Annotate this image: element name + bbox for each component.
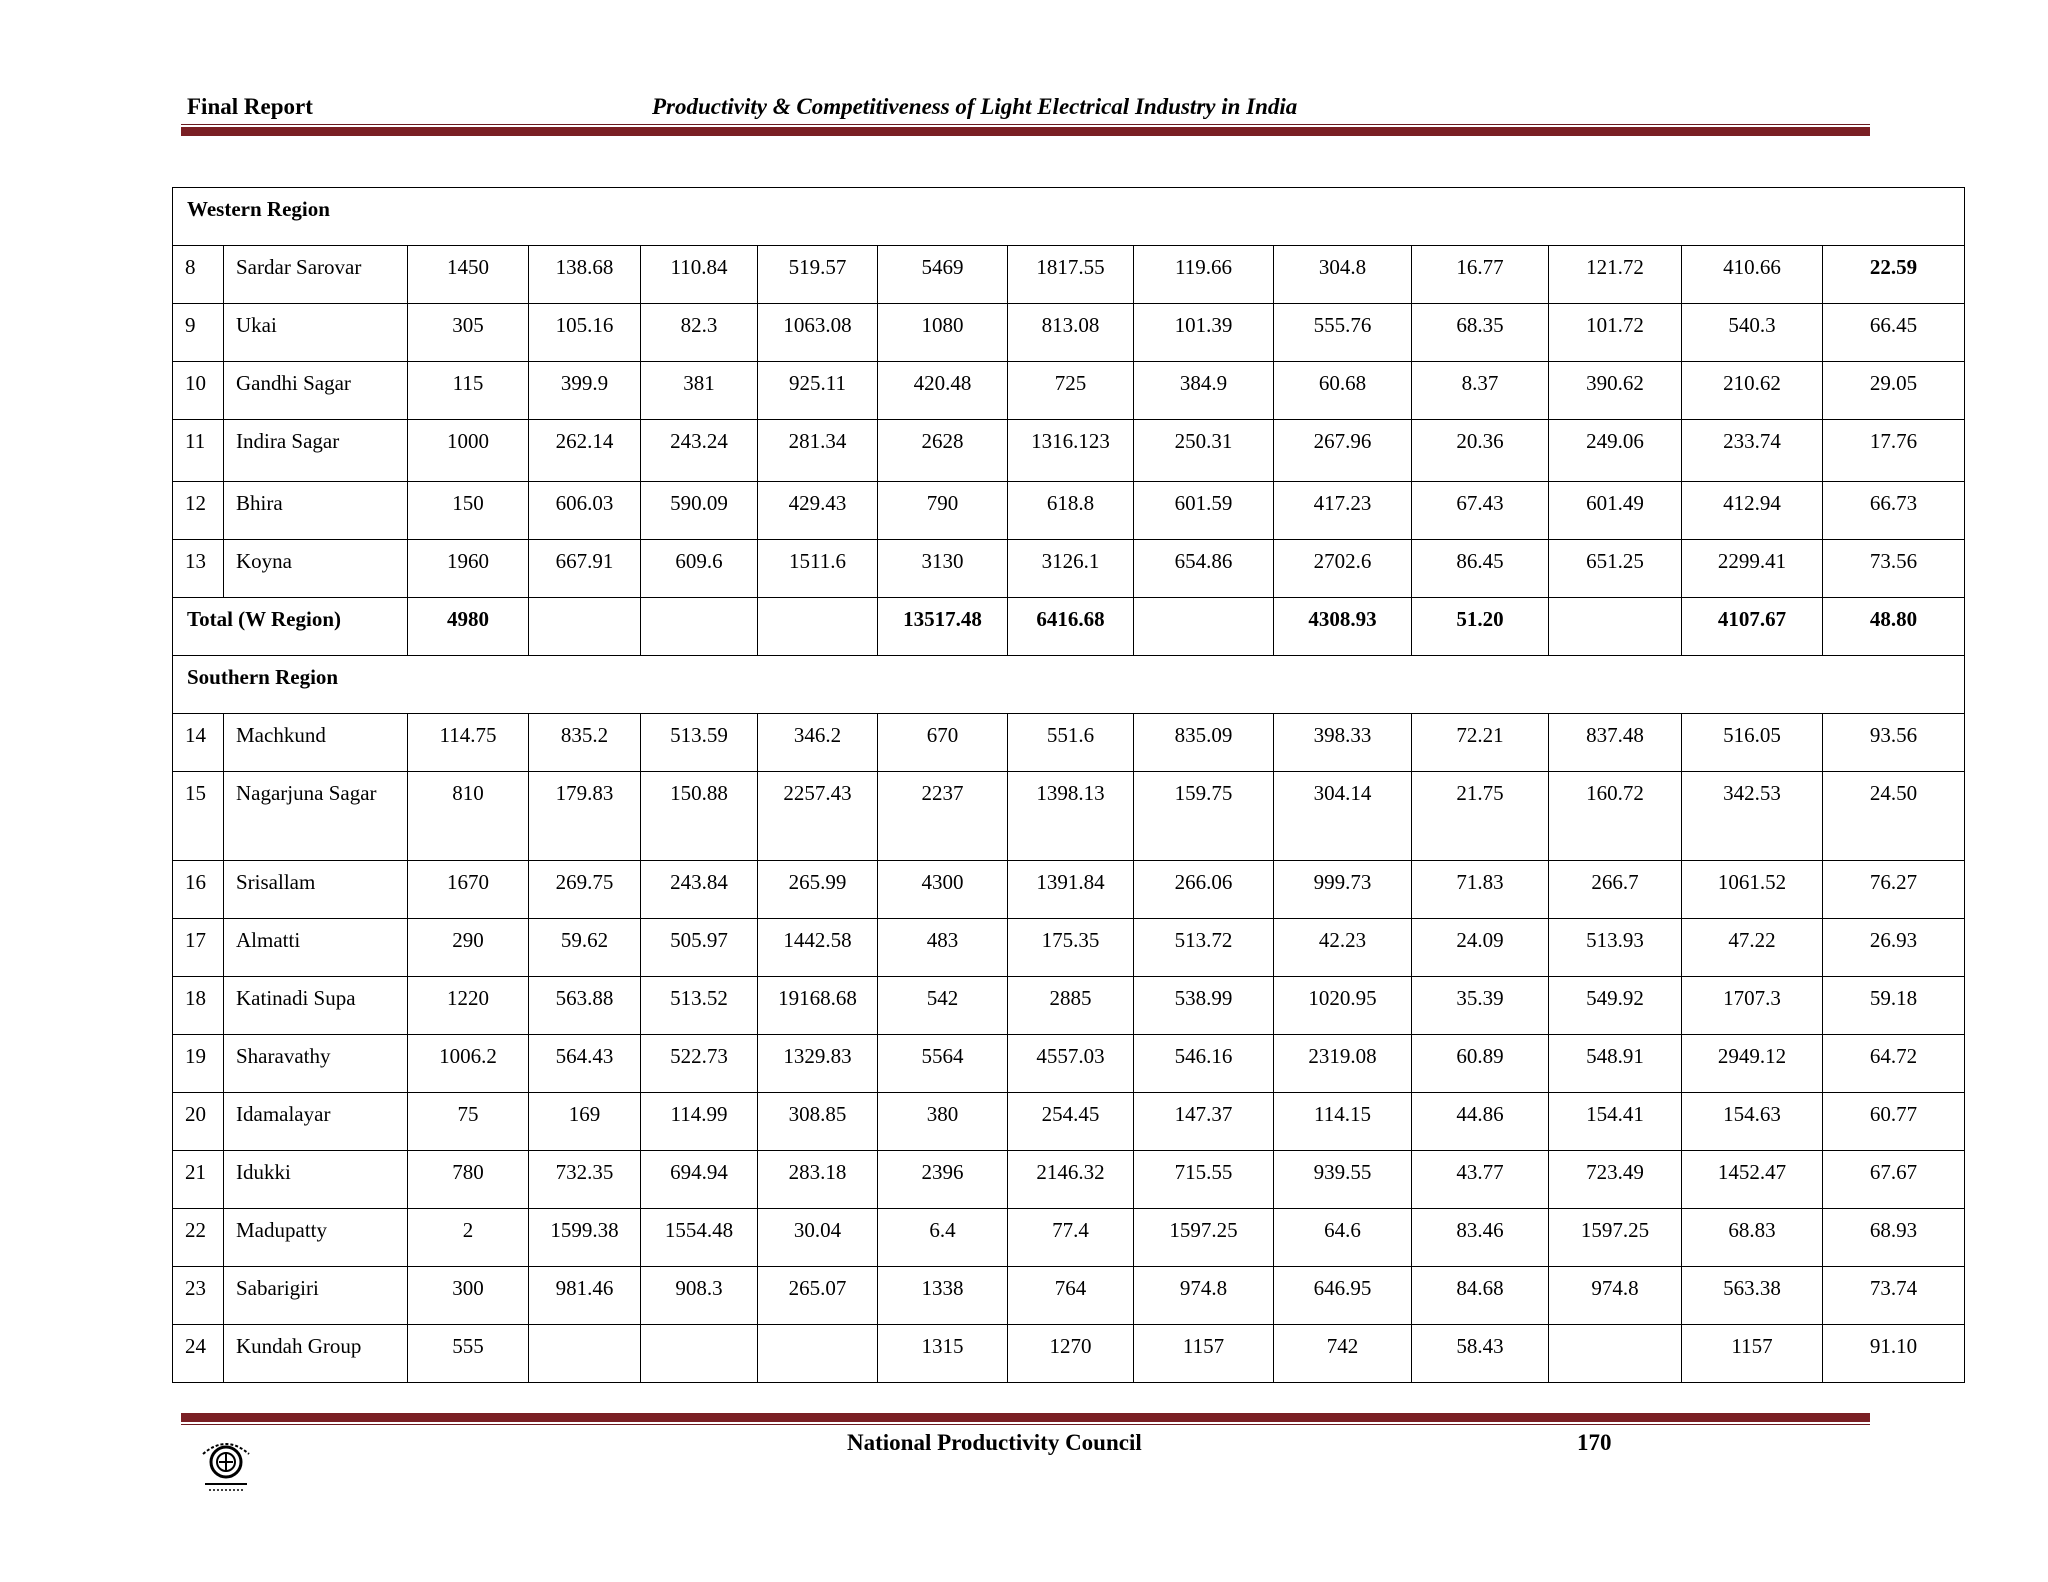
data-cell: 86.45 (1412, 540, 1549, 598)
data-cell: 66.45 (1823, 304, 1965, 362)
table-row (173, 540, 1965, 598)
data-cell (529, 1325, 641, 1383)
data-cell: 723.49 (1549, 1151, 1682, 1209)
serial-number: 13 (173, 540, 224, 598)
table-row (173, 919, 1965, 977)
data-cell: 304.14 (1274, 772, 1412, 861)
data-cell: 420.48 (878, 362, 1008, 420)
table-row (173, 304, 1965, 362)
data-cell: 1391.84 (1008, 861, 1134, 919)
data-cell: 300 (408, 1267, 529, 1325)
data-cell: 250.31 (1134, 420, 1274, 482)
data-cell: 84.68 (1412, 1267, 1549, 1325)
serial-number: 11 (173, 420, 224, 482)
data-cell: 60.77 (1823, 1093, 1965, 1151)
station-name: Madupatty (224, 1209, 408, 1267)
data-cell: 71.83 (1412, 861, 1549, 919)
data-cell: 308.85 (758, 1093, 878, 1151)
data-cell: 68.93 (1823, 1209, 1965, 1267)
data-cell: 2146.32 (1008, 1151, 1134, 1209)
data-cell: 42.23 (1274, 919, 1412, 977)
station-name: Kundah Group (224, 1325, 408, 1383)
data-table-container (172, 187, 1965, 1383)
data-cell (758, 1325, 878, 1383)
data-cell: 75 (408, 1093, 529, 1151)
data-cell: 417.23 (1274, 482, 1412, 540)
data-cell: 101.39 (1134, 304, 1274, 362)
data-cell: 546.16 (1134, 1035, 1274, 1093)
data-cell: 651.25 (1549, 540, 1682, 598)
data-cell: 2885 (1008, 977, 1134, 1035)
western-region-label: Western Region (173, 188, 1965, 246)
data-cell: 22.59 (1823, 246, 1965, 304)
data-cell: 381 (641, 362, 758, 420)
total-cell (641, 598, 758, 656)
station-name: Bhira (224, 482, 408, 540)
data-cell: 76.27 (1823, 861, 1965, 919)
serial-number: 19 (173, 1035, 224, 1093)
table-row (173, 420, 1965, 482)
data-cell: 60.89 (1412, 1035, 1549, 1093)
data-cell: 1398.13 (1008, 772, 1134, 861)
station-name: Idukki (224, 1151, 408, 1209)
total-cell (1549, 598, 1682, 656)
data-cell: 64.72 (1823, 1035, 1965, 1093)
data-cell: 2319.08 (1274, 1035, 1412, 1093)
table-row (173, 1209, 1965, 1267)
data-cell: 694.94 (641, 1151, 758, 1209)
total-cell: 13517.48 (878, 598, 1008, 656)
data-cell: 105.16 (529, 304, 641, 362)
data-cell: 1554.48 (641, 1209, 758, 1267)
data-cell: 646.95 (1274, 1267, 1412, 1325)
data-cell: 555 (408, 1325, 529, 1383)
data-cell: 732.35 (529, 1151, 641, 1209)
data-cell: 2702.6 (1274, 540, 1412, 598)
data-cell: 1511.6 (758, 540, 878, 598)
serial-number: 14 (173, 714, 224, 772)
data-cell: 837.48 (1549, 714, 1682, 772)
serial-number: 12 (173, 482, 224, 540)
data-cell: 654.86 (1134, 540, 1274, 598)
data-cell (641, 1325, 758, 1383)
southern-region-label: Southern Region (173, 656, 1965, 714)
data-cell: 147.37 (1134, 1093, 1274, 1151)
data-cell: 254.45 (1008, 1093, 1134, 1151)
data-cell: 4557.03 (1008, 1035, 1134, 1093)
station-name: Ukai (224, 304, 408, 362)
data-cell: 513.93 (1549, 919, 1682, 977)
data-cell: 114.75 (408, 714, 529, 772)
data-cell: 26.93 (1823, 919, 1965, 977)
data-cell: 1063.08 (758, 304, 878, 362)
data-cell: 59.18 (1823, 977, 1965, 1035)
data-cell: 410.66 (1682, 246, 1823, 304)
data-cell: 2237 (878, 772, 1008, 861)
data-cell: 73.56 (1823, 540, 1965, 598)
total-cell: 4107.67 (1682, 598, 1823, 656)
table-row (173, 482, 1965, 540)
data-cell: 563.38 (1682, 1267, 1823, 1325)
data-cell: 243.84 (641, 861, 758, 919)
data-cell: 412.94 (1682, 482, 1823, 540)
data-cell: 3130 (878, 540, 1008, 598)
data-cell: 5469 (878, 246, 1008, 304)
data-cell: 5564 (878, 1035, 1008, 1093)
data-cell: 119.66 (1134, 246, 1274, 304)
serial-number: 16 (173, 861, 224, 919)
region-header-row (173, 188, 1965, 246)
data-cell: 505.97 (641, 919, 758, 977)
data-cell: 68.35 (1412, 304, 1549, 362)
data-cell: 20.36 (1412, 420, 1549, 482)
serial-number: 17 (173, 919, 224, 977)
data-cell: 1960 (408, 540, 529, 598)
data-cell: 6.4 (878, 1209, 1008, 1267)
station-name: Idamalayar (224, 1093, 408, 1151)
data-cell: 1707.3 (1682, 977, 1823, 1035)
total-cell: 4980 (408, 598, 529, 656)
data-cell: 1338 (878, 1267, 1008, 1325)
data-cell: 24.09 (1412, 919, 1549, 977)
data-cell: 283.18 (758, 1151, 878, 1209)
serial-number: 15 (173, 772, 224, 861)
data-cell: 715.55 (1134, 1151, 1274, 1209)
serial-number: 20 (173, 1093, 224, 1151)
station-name: Machkund (224, 714, 408, 772)
total-cell (758, 598, 878, 656)
data-cell: 1670 (408, 861, 529, 919)
table-row (173, 362, 1965, 420)
data-cell: 266.06 (1134, 861, 1274, 919)
data-cell: 267.96 (1274, 420, 1412, 482)
data-cell: 1329.83 (758, 1035, 878, 1093)
total-row (173, 598, 1965, 656)
data-cell: 609.6 (641, 540, 758, 598)
data-cell: 1220 (408, 977, 529, 1035)
data-cell: 67.43 (1412, 482, 1549, 540)
data-cell: 346.2 (758, 714, 878, 772)
data-cell: 2396 (878, 1151, 1008, 1209)
serial-number: 22 (173, 1209, 224, 1267)
data-cell: 91.10 (1823, 1325, 1965, 1383)
data-cell: 1316.123 (1008, 420, 1134, 482)
data-cell: 101.72 (1549, 304, 1682, 362)
data-cell: 30.04 (758, 1209, 878, 1267)
data-cell: 974.8 (1549, 1267, 1682, 1325)
data-cell: 2 (408, 1209, 529, 1267)
data-cell: 1000 (408, 420, 529, 482)
data-cell: 398.33 (1274, 714, 1412, 772)
data-cell: 1817.55 (1008, 246, 1134, 304)
data-cell: 249.06 (1549, 420, 1682, 482)
data-cell: 606.03 (529, 482, 641, 540)
serial-number: 24 (173, 1325, 224, 1383)
total-cell: 6416.68 (1008, 598, 1134, 656)
data-cell: 43.77 (1412, 1151, 1549, 1209)
data-cell: 519.57 (758, 246, 878, 304)
table-body (173, 188, 1965, 1383)
data-cell: 44.86 (1412, 1093, 1549, 1151)
data-cell: 138.68 (529, 246, 641, 304)
data-cell: 150 (408, 482, 529, 540)
data-cell: 1157 (1682, 1325, 1823, 1383)
data-cell: 2299.41 (1682, 540, 1823, 598)
footer-rule-thick (181, 1413, 1870, 1422)
data-cell: 243.24 (641, 420, 758, 482)
data-cell: 17.76 (1823, 420, 1965, 482)
data-cell: 265.07 (758, 1267, 878, 1325)
table-row (173, 1267, 1965, 1325)
data-cell: 47.22 (1682, 919, 1823, 977)
data-cell: 73.74 (1823, 1267, 1965, 1325)
data-cell: 68.83 (1682, 1209, 1823, 1267)
footer-rule-thin (181, 1424, 1870, 1425)
data-cell: 835.09 (1134, 714, 1274, 772)
data-cell: 175.35 (1008, 919, 1134, 977)
data-cell: 16.77 (1412, 246, 1549, 304)
data-cell: 551.6 (1008, 714, 1134, 772)
table-row (173, 977, 1965, 1035)
report-title: Productivity & Competitiveness of Light Electrical Industry in India (652, 94, 1298, 119)
data-cell: 266.7 (1549, 861, 1682, 919)
data-cell: 1270 (1008, 1325, 1134, 1383)
npc-emblem-logo (191, 1432, 261, 1500)
table-row (173, 1035, 1965, 1093)
data-cell: 8.37 (1412, 362, 1549, 420)
data-cell: 999.73 (1274, 861, 1412, 919)
data-cell: 813.08 (1008, 304, 1134, 362)
station-name: Nagarjuna Sagar (224, 772, 408, 861)
table-row (173, 1151, 1965, 1209)
station-name: Sardar Sarovar (224, 246, 408, 304)
serial-number: 9 (173, 304, 224, 362)
page-number: 170 (1577, 1430, 1612, 1455)
table-row (173, 246, 1965, 304)
station-name: Gandhi Sagar (224, 362, 408, 420)
data-cell: 516.05 (1682, 714, 1823, 772)
data-cell: 110.84 (641, 246, 758, 304)
total-cell (1134, 598, 1274, 656)
hydro-data-table (172, 187, 1965, 1383)
data-cell: 29.05 (1823, 362, 1965, 420)
data-cell: 159.75 (1134, 772, 1274, 861)
data-cell: 563.88 (529, 977, 641, 1035)
footer-organization: National Productivity Council (847, 1430, 1142, 1455)
data-cell: 262.14 (529, 420, 641, 482)
data-cell: 305 (408, 304, 529, 362)
data-cell: 304.8 (1274, 246, 1412, 304)
data-cell: 24.50 (1823, 772, 1965, 861)
table-row (173, 772, 1965, 861)
total-cell (529, 598, 641, 656)
data-cell: 290 (408, 919, 529, 977)
data-cell: 154.41 (1549, 1093, 1682, 1151)
data-cell: 1315 (878, 1325, 1008, 1383)
serial-number: 8 (173, 246, 224, 304)
total-cell: 4308.93 (1274, 598, 1412, 656)
data-cell: 1006.2 (408, 1035, 529, 1093)
data-cell: 1080 (878, 304, 1008, 362)
data-cell: 59.62 (529, 919, 641, 977)
data-cell: 555.76 (1274, 304, 1412, 362)
data-cell: 342.53 (1682, 772, 1823, 861)
station-name: Srisallam (224, 861, 408, 919)
serial-number: 18 (173, 977, 224, 1035)
data-cell: 542 (878, 977, 1008, 1035)
data-cell: 939.55 (1274, 1151, 1412, 1209)
data-cell: 835.2 (529, 714, 641, 772)
data-cell: 390.62 (1549, 362, 1682, 420)
station-name: Sharavathy (224, 1035, 408, 1093)
data-cell: 60.68 (1274, 362, 1412, 420)
data-cell: 35.39 (1412, 977, 1549, 1035)
data-cell: 150.88 (641, 772, 758, 861)
data-cell: 1597.25 (1549, 1209, 1682, 1267)
data-cell: 790 (878, 482, 1008, 540)
total-cell: 51.20 (1412, 598, 1549, 656)
data-cell: 764 (1008, 1267, 1134, 1325)
data-cell: 83.46 (1412, 1209, 1549, 1267)
data-cell: 210.62 (1682, 362, 1823, 420)
table-row (173, 1325, 1965, 1383)
data-cell: 269.75 (529, 861, 641, 919)
data-cell: 67.67 (1823, 1151, 1965, 1209)
data-cell: 513.59 (641, 714, 758, 772)
data-cell: 114.15 (1274, 1093, 1412, 1151)
serial-number: 23 (173, 1267, 224, 1325)
table-row (173, 861, 1965, 919)
data-cell: 538.99 (1134, 977, 1274, 1035)
data-cell: 1061.52 (1682, 861, 1823, 919)
data-cell: 121.72 (1549, 246, 1682, 304)
total-label: Total (W Region) (173, 598, 408, 656)
table-row (173, 714, 1965, 772)
data-cell: 725 (1008, 362, 1134, 420)
data-cell: 981.46 (529, 1267, 641, 1325)
data-cell: 64.6 (1274, 1209, 1412, 1267)
data-cell: 82.3 (641, 304, 758, 362)
data-cell: 66.73 (1823, 482, 1965, 540)
data-cell: 1020.95 (1274, 977, 1412, 1035)
data-cell: 2949.12 (1682, 1035, 1823, 1093)
data-cell: 384.9 (1134, 362, 1274, 420)
data-cell: 19168.68 (758, 977, 878, 1035)
report-label: Final Report (187, 94, 313, 119)
data-cell: 399.9 (529, 362, 641, 420)
data-cell: 925.11 (758, 362, 878, 420)
data-cell: 21.75 (1412, 772, 1549, 861)
station-name: Indira Sagar (224, 420, 408, 482)
data-cell: 1452.47 (1682, 1151, 1823, 1209)
data-cell: 513.52 (641, 977, 758, 1035)
station-name: Sabarigiri (224, 1267, 408, 1325)
data-cell: 281.34 (758, 420, 878, 482)
data-cell: 4300 (878, 861, 1008, 919)
data-cell: 114.99 (641, 1093, 758, 1151)
data-cell: 780 (408, 1151, 529, 1209)
data-cell: 1599.38 (529, 1209, 641, 1267)
data-cell: 2628 (878, 420, 1008, 482)
data-cell: 1597.25 (1134, 1209, 1274, 1267)
header-rule-thick (181, 127, 1870, 136)
data-cell: 1157 (1134, 1325, 1274, 1383)
data-cell: 742 (1274, 1325, 1412, 1383)
serial-number: 10 (173, 362, 224, 420)
total-cell: 48.80 (1823, 598, 1965, 656)
data-cell: 1450 (408, 246, 529, 304)
data-cell: 601.49 (1549, 482, 1682, 540)
data-cell: 564.43 (529, 1035, 641, 1093)
data-cell: 77.4 (1008, 1209, 1134, 1267)
data-cell: 548.91 (1549, 1035, 1682, 1093)
data-cell: 670 (878, 714, 1008, 772)
data-cell: 522.73 (641, 1035, 758, 1093)
data-cell: 3126.1 (1008, 540, 1134, 598)
data-cell: 154.63 (1682, 1093, 1823, 1151)
station-name: Katinadi Supa (224, 977, 408, 1035)
data-cell: 549.92 (1549, 977, 1682, 1035)
region-header-row (173, 656, 1965, 714)
data-cell: 513.72 (1134, 919, 1274, 977)
data-cell: 540.3 (1682, 304, 1823, 362)
data-cell: 160.72 (1549, 772, 1682, 861)
data-cell: 483 (878, 919, 1008, 977)
station-name: Koyna (224, 540, 408, 598)
data-cell: 429.43 (758, 482, 878, 540)
data-cell: 58.43 (1412, 1325, 1549, 1383)
data-cell: 974.8 (1134, 1267, 1274, 1325)
data-cell: 265.99 (758, 861, 878, 919)
data-cell: 667.91 (529, 540, 641, 598)
data-cell: 93.56 (1823, 714, 1965, 772)
data-cell: 179.83 (529, 772, 641, 861)
data-cell: 618.8 (1008, 482, 1134, 540)
data-cell (1549, 1325, 1682, 1383)
serial-number: 21 (173, 1151, 224, 1209)
data-cell: 2257.43 (758, 772, 878, 861)
data-cell: 169 (529, 1093, 641, 1151)
data-cell: 380 (878, 1093, 1008, 1151)
header-rule-thin (181, 124, 1870, 125)
data-cell: 601.59 (1134, 482, 1274, 540)
table-row (173, 1093, 1965, 1151)
data-cell: 1442.58 (758, 919, 878, 977)
data-cell: 908.3 (641, 1267, 758, 1325)
data-cell: 115 (408, 362, 529, 420)
data-cell: 233.74 (1682, 420, 1823, 482)
data-cell: 590.09 (641, 482, 758, 540)
data-cell: 810 (408, 772, 529, 861)
station-name: Almatti (224, 919, 408, 977)
data-cell: 72.21 (1412, 714, 1549, 772)
